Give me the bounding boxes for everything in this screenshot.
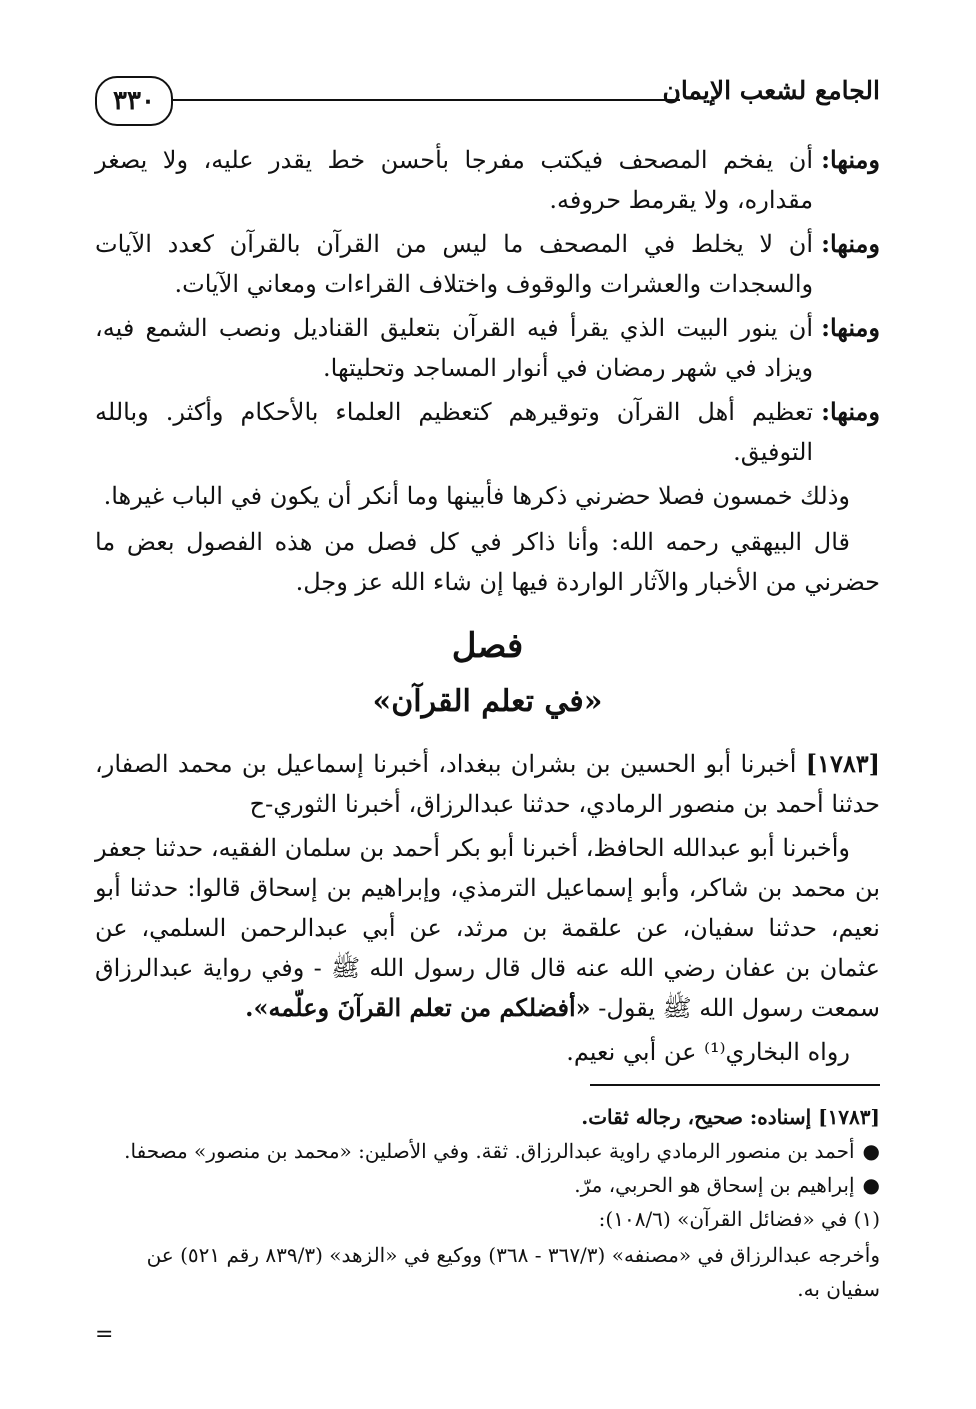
section-title: «في تعلم القرآن» bbox=[372, 684, 603, 719]
chapter-heading: فصل bbox=[451, 626, 524, 666]
page-header bbox=[95, 72, 880, 132]
footnote-text: إبراهيم بن إسحاق هو الحربي، مرّ. bbox=[574, 1173, 855, 1197]
hadith-text: «أفضلكم من تعلم القرآنَ وعلّمه». bbox=[245, 993, 591, 1022]
hadith-chain-2 bbox=[95, 828, 880, 1028]
main-text bbox=[95, 140, 880, 1306]
item-text: أن يفخم المصحف فيكتب مفرجا بأحسن خط يقدر عليه، ولا يصغر مقداره، ولا يقرمط حروفه. bbox=[95, 146, 814, 214]
item-label: ومنها: bbox=[821, 397, 880, 426]
paragraph: وذلك خمسون فصلا حضرني ذكرها فأبينها وما أنكر أن يكون في الباب غيرها. bbox=[103, 482, 850, 510]
item-label: ومنها: bbox=[821, 145, 880, 174]
footnote-text: أحمد بن منصور الرمادي راوية عبدالرزاق. ثقة. وفي الأصلين: «محمد بن منصور» مصحفا. bbox=[124, 1139, 855, 1163]
bullet-icon: ● bbox=[862, 1173, 880, 1197]
list-item bbox=[95, 308, 880, 388]
bullet-icon: ● bbox=[862, 1139, 880, 1163]
paragraph: قال البيهقي رحمه الله: وأنا ذاكر في كل فصل من هذه الفصول بعض ما حضرني من الأخبار والآثار الواردة فيها إن شاء الله عز وجل. bbox=[95, 528, 880, 596]
list-item bbox=[95, 392, 880, 472]
item-label: ومنها: bbox=[821, 229, 880, 258]
running-title: الجامع لشعب الإيمان bbox=[662, 76, 880, 105]
item-text: أن ينور البيت الذي يقرأ فيه القرآن بتعليق القناديل ونصب الشمع فيه، ويزاد في شهر رمضان في أنوار المساجد وتحليتها. bbox=[95, 314, 814, 382]
page-number: ٣٣٠ bbox=[95, 76, 173, 126]
item-text: تعظيم أهل القرآن وتوقيرهم كتعظيم العلماء بالأحكام وأكثر. وبالله التوفيق. bbox=[95, 398, 814, 466]
footnotes bbox=[95, 1100, 880, 1306]
footnote-isnad-heading: [١٧٨٣] إسناده: صحيح، رجاله ثقات. bbox=[581, 1105, 880, 1129]
footnote-bullet bbox=[95, 1168, 880, 1202]
list-item bbox=[95, 140, 880, 220]
continuation-mark: = bbox=[95, 1322, 114, 1347]
footnote-bullet bbox=[95, 1134, 880, 1168]
hadith-attribution: رواه البخاري⁽¹⁾ عن أبي نعيم. bbox=[566, 1038, 850, 1066]
hadith-number: [١٧٨٣] bbox=[805, 749, 881, 778]
hadith-chain-1 bbox=[95, 744, 880, 824]
header-rule bbox=[173, 99, 680, 101]
footnote-1: (١) في «فضائل القرآن» (١٠٨/٦): bbox=[598, 1207, 880, 1231]
list-item bbox=[95, 224, 880, 304]
footnote-source: وأخرجه عبدالرزاق في «مصنفه» (٣٦٧/٣ - ٣٦٨) ووكيع في «الزهد» (٨٣٩/٣ رقم ٥٢١) عن سفيان به. bbox=[146, 1243, 880, 1301]
hadith-isnad: أخبرنا أبو الحسين بن بشران ببغداد، أخبرنا إسماعيل بن محمد الصفار، حدثنا أحمد بن منصور الرمادي، حدثنا عبدالرزاق، أخبرنا الثوري-ح bbox=[95, 750, 880, 818]
footnote-divider bbox=[590, 1084, 880, 1086]
item-text: أن لا يخلط في المصحف ما ليس من القرآن بالقرآن كعدد الآيات والسجدات والعشرات والوقوف واختلاف القراءات ومعاني الآيات. bbox=[95, 230, 814, 298]
hadith-isnad: وأخبرنا أبو عبدالله الحافظ، أخبرنا أبو بكر أحمد بن سلمان الفقيه، حدثنا جعفر بن محمد بن شاكر، وأبو إسماعيل الترمذي، وإبراهيم بن إسحاق قالوا: حدثنا أبو نعيم، حدثنا سفيان، عن علقمة بن مرثد، عن أبي عبدالرحمن السلمي، عن عثمان بن عفان رضي الله عنه قال قال رسول الله ﷺ - وفي رواية عبدالرزاق سمعت رسول الله ﷺ يقول- bbox=[95, 834, 880, 1022]
item-label: ومنها: bbox=[821, 313, 880, 342]
